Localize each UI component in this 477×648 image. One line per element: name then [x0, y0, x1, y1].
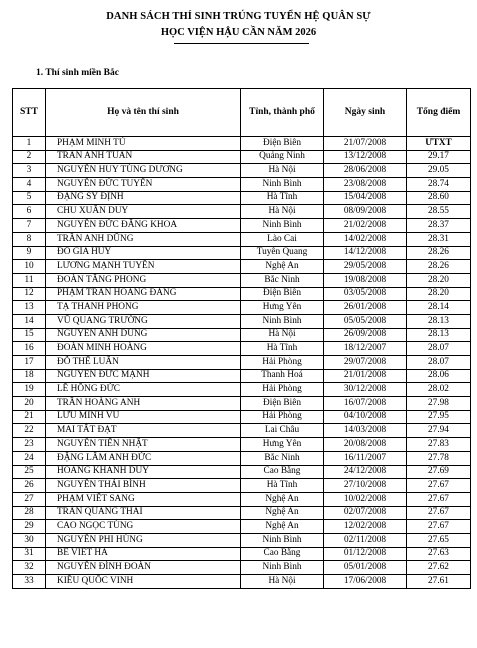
row-full-name: ĐỖ THẾ LUÂN [46, 356, 241, 370]
row-total-score: 27.67 [407, 492, 471, 506]
row-birth-date: 21/01/2008 [324, 369, 407, 383]
row-birth-date: 08/09/2008 [324, 205, 407, 219]
row-stt: 28 [13, 506, 46, 520]
header-total-score: Tổng điểm [407, 89, 471, 137]
row-birth-date: 05/01/2008 [324, 561, 407, 575]
row-full-name: ĐẶNG SỸ ĐỊNH [46, 191, 241, 205]
row-province: Ninh Bình [241, 561, 324, 575]
row-total-score: 29.17 [407, 150, 471, 164]
row-birth-date: 14/03/2008 [324, 424, 407, 438]
table-row [13, 438, 471, 452]
row-province: Điện Biên [241, 397, 324, 411]
row-stt: 21 [13, 410, 46, 424]
row-full-name: TRẦN ANH TUẤN [46, 150, 241, 164]
row-birth-date: 30/12/2008 [324, 383, 407, 397]
row-stt: 3 [13, 164, 46, 178]
row-total-score: 28.26 [407, 260, 471, 274]
row-birth-date: 24/12/2008 [324, 465, 407, 479]
row-birth-date: 16/11/2007 [324, 451, 407, 465]
row-province: Bắc Ninh [241, 273, 324, 287]
row-stt: 18 [13, 369, 46, 383]
section-title: 1. Thí sinh miền Bắc [36, 68, 119, 78]
row-full-name: BẾ VIẾT HÀ [46, 547, 241, 561]
row-stt: 31 [13, 547, 46, 561]
row-total-score: 28.02 [407, 383, 471, 397]
row-full-name: NGUYỄN HUY TÙNG DƯƠNG [46, 164, 241, 178]
row-full-name: NGUYỄN ĐỨC ĐĂNG KHOA [46, 219, 241, 233]
row-total-score: 28.37 [407, 219, 471, 233]
table-row [13, 356, 471, 370]
row-birth-date: 01/12/2008 [324, 547, 407, 561]
row-full-name: NGUYỄN ANH DŨNG [46, 328, 241, 342]
row-total-score: 28.60 [407, 191, 471, 205]
row-province: Hưng Yên [241, 438, 324, 452]
table-row [13, 178, 471, 192]
row-total-score: 29.05 [407, 164, 471, 178]
row-birth-date: 21/07/2008 [324, 137, 407, 151]
row-total-score: ƯTXT [407, 137, 471, 151]
row-total-score: 28.20 [407, 287, 471, 301]
row-birth-date: 14/02/2008 [324, 232, 407, 246]
row-birth-date: 16/07/2008 [324, 397, 407, 411]
row-birth-date: 26/09/2008 [324, 328, 407, 342]
row-full-name: TẠ THANH PHONG [46, 301, 241, 315]
table-row [13, 533, 471, 547]
row-birth-date: 27/10/2008 [324, 479, 407, 493]
row-birth-date: 26/01/2008 [324, 301, 407, 315]
table-row [13, 328, 471, 342]
row-full-name: LÊ HỒNG ĐỨC [46, 383, 241, 397]
row-province: Nghệ An [241, 492, 324, 506]
row-full-name: NGUYỄN ĐỨC TUYẾN [46, 178, 241, 192]
row-stt: 27 [13, 492, 46, 506]
row-total-score: 28.13 [407, 328, 471, 342]
row-province: Nghệ An [241, 260, 324, 274]
row-province: Bắc Ninh [241, 451, 324, 465]
row-total-score: 27.78 [407, 451, 471, 465]
row-total-score: 28.07 [407, 342, 471, 356]
row-stt: 16 [13, 342, 46, 356]
row-birth-date: 20/08/2008 [324, 438, 407, 452]
row-birth-date: 03/05/2008 [324, 287, 407, 301]
row-province: Lào Cai [241, 232, 324, 246]
row-province: Điện Biên [241, 137, 324, 151]
row-stt: 17 [13, 356, 46, 370]
row-total-score: 27.62 [407, 561, 471, 575]
row-province: Tuyên Quang [241, 246, 324, 260]
row-full-name: PHẠM MINH TÚ [46, 137, 241, 151]
row-stt: 4 [13, 178, 46, 192]
row-stt: 14 [13, 314, 46, 328]
row-full-name: ĐOÀN TĂNG PHONG [46, 273, 241, 287]
row-stt: 9 [13, 246, 46, 260]
row-total-score: 27.67 [407, 479, 471, 493]
table-row [13, 383, 471, 397]
row-birth-date: 02/07/2008 [324, 506, 407, 520]
table-row [13, 314, 471, 328]
row-birth-date: 10/02/2008 [324, 492, 407, 506]
row-total-score: 28.07 [407, 356, 471, 370]
table-row [13, 260, 471, 274]
row-birth-date: 28/06/2008 [324, 164, 407, 178]
row-birth-date: 14/12/2008 [324, 246, 407, 260]
row-full-name: KIỀU QUỐC VINH [46, 575, 241, 589]
row-full-name: CAO NGỌC TÙNG [46, 520, 241, 534]
row-province: Hưng Yên [241, 301, 324, 315]
row-province: Ninh Bình [241, 314, 324, 328]
row-stt: 30 [13, 533, 46, 547]
row-birth-date: 21/02/2008 [324, 219, 407, 233]
row-birth-date: 15/04/2008 [324, 191, 407, 205]
row-full-name: NGUYỄN THÁI BÌNH [46, 479, 241, 493]
row-province: Hà Nội [241, 205, 324, 219]
table-row [13, 342, 471, 356]
table-row [13, 205, 471, 219]
row-province: Hà Nội [241, 575, 324, 589]
row-province: Hải Phòng [241, 383, 324, 397]
row-stt: 23 [13, 438, 46, 452]
row-birth-date: 04/10/2008 [324, 410, 407, 424]
row-stt: 22 [13, 424, 46, 438]
row-total-score: 28.26 [407, 246, 471, 260]
row-stt: 12 [13, 287, 46, 301]
row-province: Ninh Bình [241, 178, 324, 192]
row-total-score: 27.63 [407, 547, 471, 561]
row-full-name: TRẦN QUANG THÁI [46, 506, 241, 520]
row-total-score: 27.67 [407, 506, 471, 520]
row-stt: 11 [13, 273, 46, 287]
table-row [13, 164, 471, 178]
row-stt: 5 [13, 191, 46, 205]
row-total-score: 28.20 [407, 273, 471, 287]
header-birth-date: Ngày sinh [324, 89, 407, 137]
row-stt: 7 [13, 219, 46, 233]
row-province: Hà Tĩnh [241, 191, 324, 205]
row-total-score: 27.69 [407, 465, 471, 479]
row-full-name: NGUYỄN PHI HÙNG [46, 533, 241, 547]
table-row [13, 287, 471, 301]
row-stt: 1 [13, 137, 46, 151]
row-province: Nghệ An [241, 520, 324, 534]
row-full-name: NGUYỄN TIẾN NHẬT [46, 438, 241, 452]
table-body [13, 137, 471, 589]
table-row [13, 424, 471, 438]
row-birth-date: 29/05/2008 [324, 260, 407, 274]
row-birth-date: 18/12/2007 [324, 342, 407, 356]
row-birth-date: 02/11/2008 [324, 533, 407, 547]
table-row [13, 232, 471, 246]
row-full-name: ĐỖ GIA HUY [46, 246, 241, 260]
table-row [13, 397, 471, 411]
row-full-name: PHẠM TRẦN HOÀNG ĐĂNG [46, 287, 241, 301]
table-row [13, 465, 471, 479]
row-full-name: ĐOÀN MINH HOÀNG [46, 342, 241, 356]
row-birth-date: 12/02/2008 [324, 520, 407, 534]
table-row [13, 451, 471, 465]
row-full-name: VŨ QUANG TRƯỜNG [46, 314, 241, 328]
row-total-score: 27.98 [407, 397, 471, 411]
row-stt: 24 [13, 451, 46, 465]
table-row [13, 506, 471, 520]
document-title-line2: HỌC VIỆN HẬU CẦN NĂM 2026 [160, 27, 317, 38]
row-total-score: 28.13 [407, 314, 471, 328]
row-total-score: 28.14 [407, 301, 471, 315]
table-row [13, 301, 471, 315]
table-row [13, 492, 471, 506]
row-birth-date: 23/08/2008 [324, 178, 407, 192]
row-stt: 32 [13, 561, 46, 575]
row-full-name: HOÀNG KHÁNH DUY [46, 465, 241, 479]
table-row [13, 547, 471, 561]
row-total-score: 27.95 [407, 410, 471, 424]
table-row [13, 137, 471, 151]
row-stt: 13 [13, 301, 46, 315]
row-province: Ninh Bình [241, 533, 324, 547]
row-birth-date: 17/06/2008 [324, 575, 407, 589]
row-province: Hà Tĩnh [241, 479, 324, 493]
row-province: Hải Phòng [241, 356, 324, 370]
row-total-score: 28.74 [407, 178, 471, 192]
row-province: Lai Châu [241, 424, 324, 438]
table-row [13, 150, 471, 164]
row-total-score: 27.65 [407, 533, 471, 547]
row-full-name: LƯU MINH VŨ [46, 410, 241, 424]
row-stt: 2 [13, 150, 46, 164]
table-row [13, 479, 471, 493]
row-full-name: MAI TẤT ĐẠT [46, 424, 241, 438]
row-birth-date: 19/08/2008 [324, 273, 407, 287]
row-province: Điện Biên [241, 287, 324, 301]
row-total-score: 27.83 [407, 438, 471, 452]
header-province: Tỉnh, thành phố [241, 89, 324, 137]
candidate-table [12, 88, 471, 589]
row-total-score: 28.06 [407, 369, 471, 383]
table-row [13, 369, 471, 383]
row-province: Quảng Ninh [241, 150, 324, 164]
row-province: Thanh Hoá [241, 369, 324, 383]
row-stt: 25 [13, 465, 46, 479]
row-total-score: 27.67 [407, 520, 471, 534]
row-province: Hà Nội [241, 328, 324, 342]
header-full-name: Họ và tên thí sinh [46, 89, 241, 137]
table-row [13, 561, 471, 575]
row-full-name: TRẦN ANH DŨNG [46, 232, 241, 246]
row-stt: 33 [13, 575, 46, 589]
row-stt: 19 [13, 383, 46, 397]
table-row [13, 410, 471, 424]
row-total-score: 28.31 [407, 232, 471, 246]
row-full-name: ĐẶNG LÂM ANH ĐỨC [46, 451, 241, 465]
header-stt: STT [13, 89, 46, 137]
table-row [13, 191, 471, 205]
row-full-name: NGUYỄN ĐỨC MẠNH [46, 369, 241, 383]
row-province: Hải Phòng [241, 410, 324, 424]
table-row [13, 219, 471, 233]
row-province: Hà Nội [241, 164, 324, 178]
row-stt: 10 [13, 260, 46, 274]
title-underline [174, 43, 309, 44]
table-row [13, 246, 471, 260]
table-row [13, 575, 471, 589]
table-header-row [13, 89, 471, 137]
row-full-name: NGUYỄN ĐÌNH ĐOÀN [46, 561, 241, 575]
row-stt: 20 [13, 397, 46, 411]
row-province: Ninh Bình [241, 219, 324, 233]
row-birth-date: 13/12/2008 [324, 150, 407, 164]
row-province: Cao Bằng [241, 547, 324, 561]
row-stt: 26 [13, 479, 46, 493]
row-total-score: 27.94 [407, 424, 471, 438]
row-birth-date: 05/05/2008 [324, 314, 407, 328]
row-birth-date: 29/07/2008 [324, 356, 407, 370]
row-full-name: CHU XUÂN DUY [46, 205, 241, 219]
row-full-name: TRẦN HOÀNG ANH [46, 397, 241, 411]
document-title-line1: DANH SÁCH THÍ SINH TRÚNG TUYỂN HỆ QUÂN SỰ [106, 11, 371, 22]
table-row [13, 273, 471, 287]
row-province: Hà Tĩnh [241, 342, 324, 356]
row-total-score: 27.61 [407, 575, 471, 589]
row-stt: 6 [13, 205, 46, 219]
row-province: Cao Bằng [241, 465, 324, 479]
row-stt: 29 [13, 520, 46, 534]
table-row [13, 520, 471, 534]
row-province: Nghệ An [241, 506, 324, 520]
row-total-score: 28.55 [407, 205, 471, 219]
row-stt: 15 [13, 328, 46, 342]
row-full-name: PHẠM VIẾT SANG [46, 492, 241, 506]
row-full-name: LƯƠNG MẠNH TUYÊN [46, 260, 241, 274]
row-stt: 8 [13, 232, 46, 246]
